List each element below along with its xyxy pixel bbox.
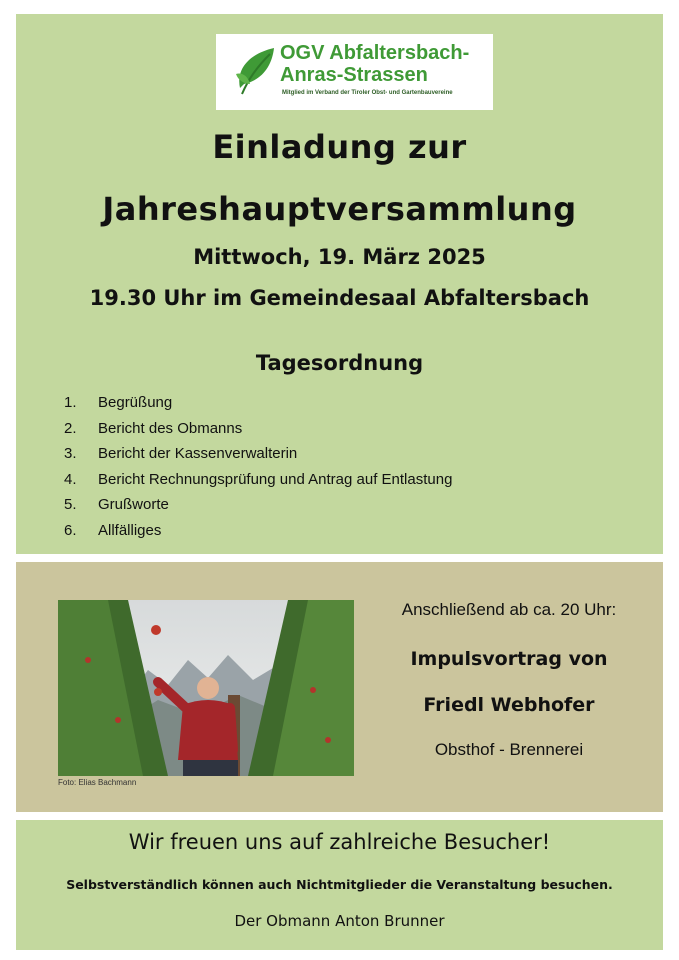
talk-intro: Anschließend ab ca. 20 Uhr:: [401, 600, 617, 619]
club-name-line1: OGV Abfaltersbach-: [280, 42, 470, 64]
item-text: Begrüßung: [98, 394, 173, 411]
item-text: Grußworte: [98, 496, 169, 513]
talk-panel: [16, 562, 663, 812]
item-text: Bericht des Obmanns: [98, 419, 243, 437]
event-time-location: 19.30 Uhr im Gemeindesaal Abfaltersbach: [89, 286, 590, 310]
agenda-list: [64, 394, 452, 547]
guest-note: Selbstverständlich können auch Nichtmitglieder die Veranstaltung besuchen.: [66, 877, 613, 892]
list-item: [64, 471, 452, 497]
item-text: Bericht Rechnungsprüfung und Antrag auf Entlastung: [98, 470, 453, 488]
talk-heading: Impulsvortrag von: [410, 648, 608, 670]
invitation-panel: [16, 14, 663, 554]
item-text: Allfälliges: [98, 521, 162, 539]
item-number: 6.: [64, 521, 77, 539]
list-item: [64, 420, 452, 446]
item-number: 1.: [64, 394, 77, 411]
signature: Der Obmann Anton Brunner: [234, 912, 445, 930]
item-number: 3.: [64, 445, 77, 462]
club-name: [280, 42, 469, 86]
item-number: 2.: [64, 419, 77, 437]
club-logo: [216, 34, 493, 110]
list-item: [64, 522, 452, 548]
club-subline: Mitglied im Verband der Tiroler Obst- und Gartenbauvereine: [282, 90, 453, 96]
title-line1: Einladung zur: [212, 128, 467, 166]
item-text: Bericht der Kassenverwalterin: [98, 445, 298, 462]
speaker-name: Friedl Webhofer: [423, 694, 595, 716]
club-name-line2: Anras-Strassen: [280, 64, 428, 86]
event-date: Mittwoch, 19. März 2025: [193, 245, 486, 269]
footer-panel: [16, 820, 663, 950]
item-number: 4.: [64, 470, 77, 488]
list-item: [64, 445, 452, 471]
list-item: [64, 496, 452, 522]
leaf-icon: [234, 44, 278, 96]
title-line2: Jahreshauptversammlung: [102, 190, 577, 228]
list-item: [64, 394, 452, 420]
welcome-text: Wir freuen uns auf zahlreiche Besucher!: [128, 830, 551, 854]
agenda-title: Tagesordnung: [255, 351, 424, 375]
item-number: 5.: [64, 496, 77, 513]
photo-credit: Foto: Elias Bachmann: [58, 778, 137, 787]
speaker-affiliation: Obsthof - Brennerei: [434, 740, 584, 759]
speaker-photo: [58, 600, 354, 776]
